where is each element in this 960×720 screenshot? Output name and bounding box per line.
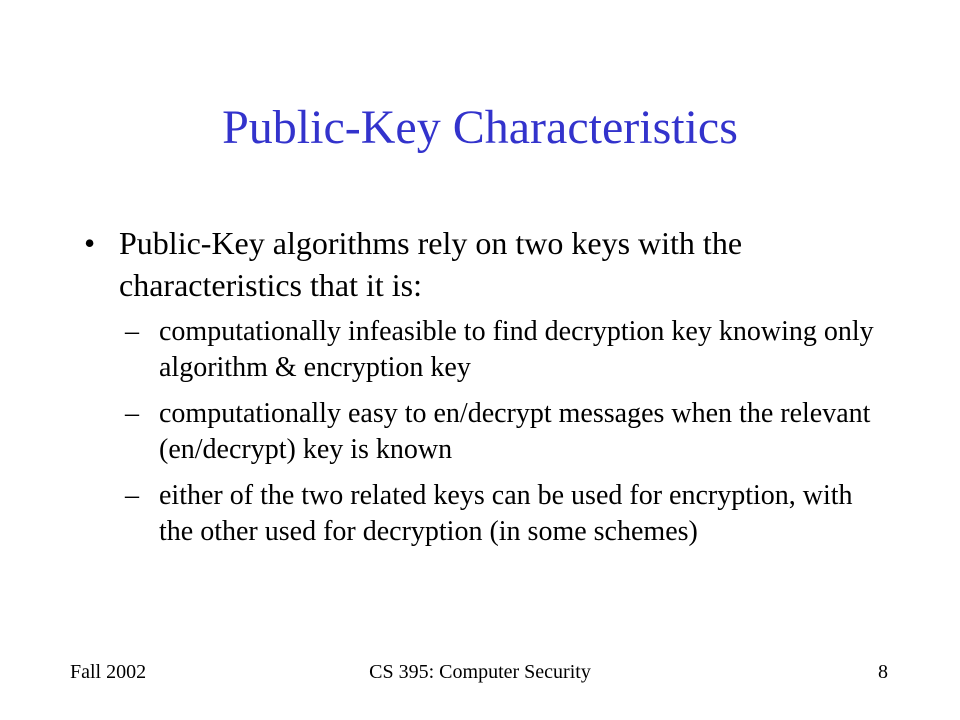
- sub-bullet-text: computationally easy to en/decrypt messages when the relevant (en/decrypt) key is known: [159, 398, 871, 465]
- sub-bullet-item: [125, 478, 885, 550]
- footer-page-number: 8: [878, 661, 888, 683]
- sub-bullet-marker: –: [125, 480, 139, 511]
- sub-bullet-item: [125, 396, 885, 468]
- main-bullet: [84, 222, 884, 306]
- sub-bullet-text: computationally infeasible to find decryption key knowing only algorithm & encryption key: [159, 316, 874, 383]
- slide-title: Public-Key Characteristics: [222, 101, 738, 154]
- sub-bullet-list: [125, 314, 885, 560]
- sub-bullet-text: either of the two related keys can be used for encryption, with the other used for decryption (in some schemes): [159, 480, 853, 547]
- bullet-marker: •: [84, 225, 96, 261]
- main-bullet-text: Public-Key algorithms rely on two keys with the characteristics that it is:: [119, 225, 743, 303]
- footer-date: Fall 2002: [70, 661, 147, 683]
- sub-bullet-item: [125, 314, 885, 386]
- sub-bullet-marker: –: [125, 398, 139, 429]
- sub-bullet-marker: –: [125, 316, 139, 347]
- footer-course: CS 395: Computer Security: [369, 661, 591, 683]
